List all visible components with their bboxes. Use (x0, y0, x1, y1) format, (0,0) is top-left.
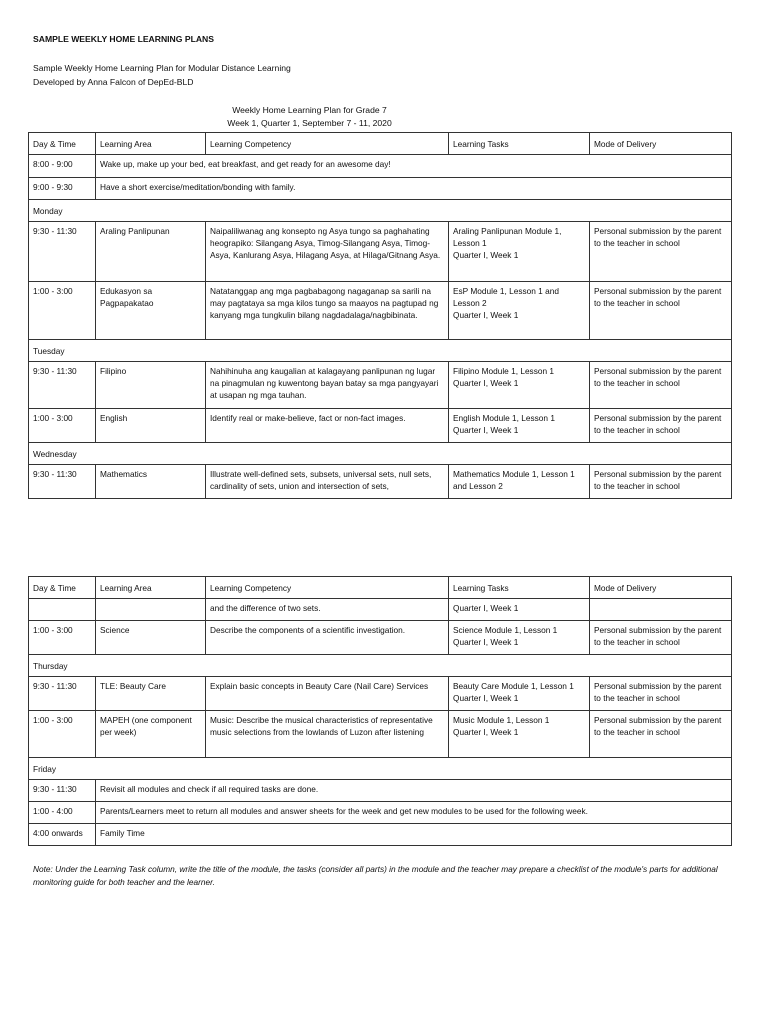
competency-cell: Music: Describe the musical characteristics of representative music selections from the lowlands of Luzon after listening (206, 711, 449, 758)
activity-cell: Wake up, make up your bed, eat breakfast, and get ready for an awesome day! (96, 155, 732, 178)
competency-cell: Identify real or make-believe, fact or non-fact images. (206, 409, 449, 443)
table-row (29, 677, 732, 711)
day-label: Monday (29, 200, 732, 222)
col-header-learning-area: Learning Area (96, 577, 206, 599)
competency-cell: Nahihinuha ang kaugalian at kalagayang panlipunan ng lugar na pinagmulan ng kuwentong bayan batay sa mga pangyayari at usapan ng mga tauhan. (206, 362, 449, 409)
learning-area-cell (96, 599, 206, 621)
task-cell: Araling Panlipunan Module 1, Lesson 1 Quarter I, Week 1 (449, 222, 590, 282)
competency-cell: Naipaliliwanag ang konsepto ng Asya tungo sa paghahating heograpiko: Silangang Asya, Timog-Silangang Asya, Timog-Asya, Kanlurang Asya, Hilagang Asya, at Hilaga/Gitnang Asya. (206, 222, 449, 282)
col-header-day-time: Day & Time (29, 577, 96, 599)
day-row-wednesday (29, 443, 732, 465)
page-author: Developed by Anna Falcon of DepEd-BLD (33, 77, 194, 87)
col-header-day-time: Day & Time (29, 133, 96, 155)
time-cell: 1:00 - 3:00 (29, 409, 96, 443)
col-header-learning-area: Learning Area (96, 133, 206, 155)
day-label: Wednesday (29, 443, 732, 465)
day-row-monday (29, 200, 732, 222)
page-subtitle: Sample Weekly Home Learning Plan for Modular Distance Learning (33, 63, 291, 73)
mode-cell: Personal submission by the parent to the teacher in school (590, 222, 732, 282)
col-header-mode-of-delivery: Mode of Delivery (590, 577, 732, 599)
task-cell: Mathematics Module 1, Lesson 1 and Lesson 2 (449, 465, 590, 499)
mode-cell: Personal submission by the parent to the teacher in school (590, 677, 732, 711)
task-cell: Filipino Module 1, Lesson 1 Quarter I, Week 1 (449, 362, 590, 409)
task-cell: EsP Module 1, Lesson 1 and Lesson 2 Quarter I, Week 1 (449, 282, 590, 340)
competency-cell: Describe the components of a scientific investigation. (206, 621, 449, 655)
time-cell: 1:00 - 3:00 (29, 621, 96, 655)
time-cell (29, 599, 96, 621)
time-cell: 9:30 - 11:30 (29, 677, 96, 711)
time-cell: 9:30 - 11:30 (29, 465, 96, 499)
day-label: Friday (29, 758, 732, 780)
col-header-learning-competency: Learning Competency (206, 577, 449, 599)
page-heading: SAMPLE WEEKLY HOME LEARNING PLANS (33, 34, 214, 44)
day-row-friday (29, 758, 732, 780)
time-cell: 1:00 - 3:00 (29, 711, 96, 758)
time-cell: 9:30 - 11:30 (29, 362, 96, 409)
mode-cell (590, 599, 732, 621)
table-row (29, 621, 732, 655)
table-row (29, 362, 732, 409)
task-cell: Quarter I, Week 1 (449, 599, 590, 621)
table-row (29, 824, 732, 846)
mode-cell: Personal submission by the parent to the teacher in school (590, 362, 732, 409)
learning-area-cell: Edukasyon sa Pagpapakatao (96, 282, 206, 340)
learning-plan-table-2 (28, 576, 732, 846)
table-header-row (29, 577, 732, 599)
task-cell: Music Module 1, Lesson 1 Quarter I, Week 1 (449, 711, 590, 758)
mode-cell: Personal submission by the parent to the teacher in school (590, 282, 732, 340)
time-cell: 9:00 - 9:30 (29, 178, 96, 200)
time-cell: 8:00 - 9:00 (29, 155, 96, 178)
task-cell: Science Module 1, Lesson 1 Quarter I, Week 1 (449, 621, 590, 655)
learning-area-cell: Mathematics (96, 465, 206, 499)
table-header-row (29, 133, 732, 155)
table-row (29, 780, 732, 802)
col-header-learning-tasks: Learning Tasks (449, 577, 590, 599)
day-row-thursday (29, 655, 732, 677)
table-row (29, 282, 732, 340)
learning-area-cell: English (96, 409, 206, 443)
table-row (29, 711, 732, 758)
mode-cell: Personal submission by the parent to the teacher in school (590, 409, 732, 443)
activity-cell: Have a short exercise/meditation/bonding with family. (96, 178, 732, 200)
table-row (29, 222, 732, 282)
activity-cell: Parents/Learners meet to return all modules and answer sheets for the week and get new modules to be used for the following week. (96, 802, 732, 824)
table-row (29, 802, 732, 824)
table-row (29, 178, 732, 200)
competency-cell: and the difference of two sets. (206, 599, 449, 621)
competency-cell: Explain basic concepts in Beauty Care (Nail Care) Services (206, 677, 449, 711)
mode-cell: Personal submission by the parent to the teacher in school (590, 465, 732, 499)
task-cell: Beauty Care Module 1, Lesson 1 Quarter I, Week 1 (449, 677, 590, 711)
learning-area-cell: TLE: Beauty Care (96, 677, 206, 711)
col-header-mode-of-delivery: Mode of Delivery (590, 133, 732, 155)
mode-cell: Personal submission by the parent to the teacher in school (590, 711, 732, 758)
competency-cell: Illustrate well-defined sets, subsets, universal sets, null sets, cardinality of sets, union and intersection of sets, (206, 465, 449, 499)
time-cell: 1:00 - 4:00 (29, 802, 96, 824)
table-row (29, 465, 732, 499)
learning-area-cell: Araling Panlipunan (96, 222, 206, 282)
learning-area-cell: Filipino (96, 362, 206, 409)
table-row (29, 409, 732, 443)
time-cell: 9:30 - 11:30 (29, 222, 96, 282)
activity-cell: Revisit all modules and check if all required tasks are done. (96, 780, 732, 802)
col-header-learning-competency: Learning Competency (206, 133, 449, 155)
table-row (29, 155, 732, 178)
learning-plan-table-1 (28, 132, 732, 499)
day-row-tuesday (29, 340, 732, 362)
time-cell: 4:00 onwards (29, 824, 96, 846)
time-cell: 9:30 - 11:30 (29, 780, 96, 802)
competency-cell: Natatanggap ang mga pagbabagong nagaganap sa sarili na may pagtataya sa mga kilos tungo sa maayos na pagtupad ng kanyang mga tungkulin bilang nagdadalaga/nagbibinata. (206, 282, 449, 340)
learning-area-cell: Science (96, 621, 206, 655)
plan-week: Week 1, Quarter 1, September 7 - 11, 2020 (227, 118, 392, 128)
footnote: Note: Under the Learning Task column, write the title of the module, the tasks (consider all parts) in the module and the teacher may prepare a checklist of the module's parts for additional monitoring guide for both teacher and the learner. (33, 864, 718, 887)
mode-cell: Personal submission by the parent to the teacher in school (590, 621, 732, 655)
table-row (29, 599, 732, 621)
task-cell: English Module 1, Lesson 1 Quarter I, Week 1 (449, 409, 590, 443)
day-label: Tuesday (29, 340, 732, 362)
time-cell: 1:00 - 3:00 (29, 282, 96, 340)
activity-cell: Family Time (96, 824, 732, 846)
col-header-learning-tasks: Learning Tasks (449, 133, 590, 155)
day-label: Thursday (29, 655, 732, 677)
learning-area-cell: MAPEH (one component per week) (96, 711, 206, 758)
plan-title: Weekly Home Learning Plan for Grade 7 (232, 105, 387, 115)
